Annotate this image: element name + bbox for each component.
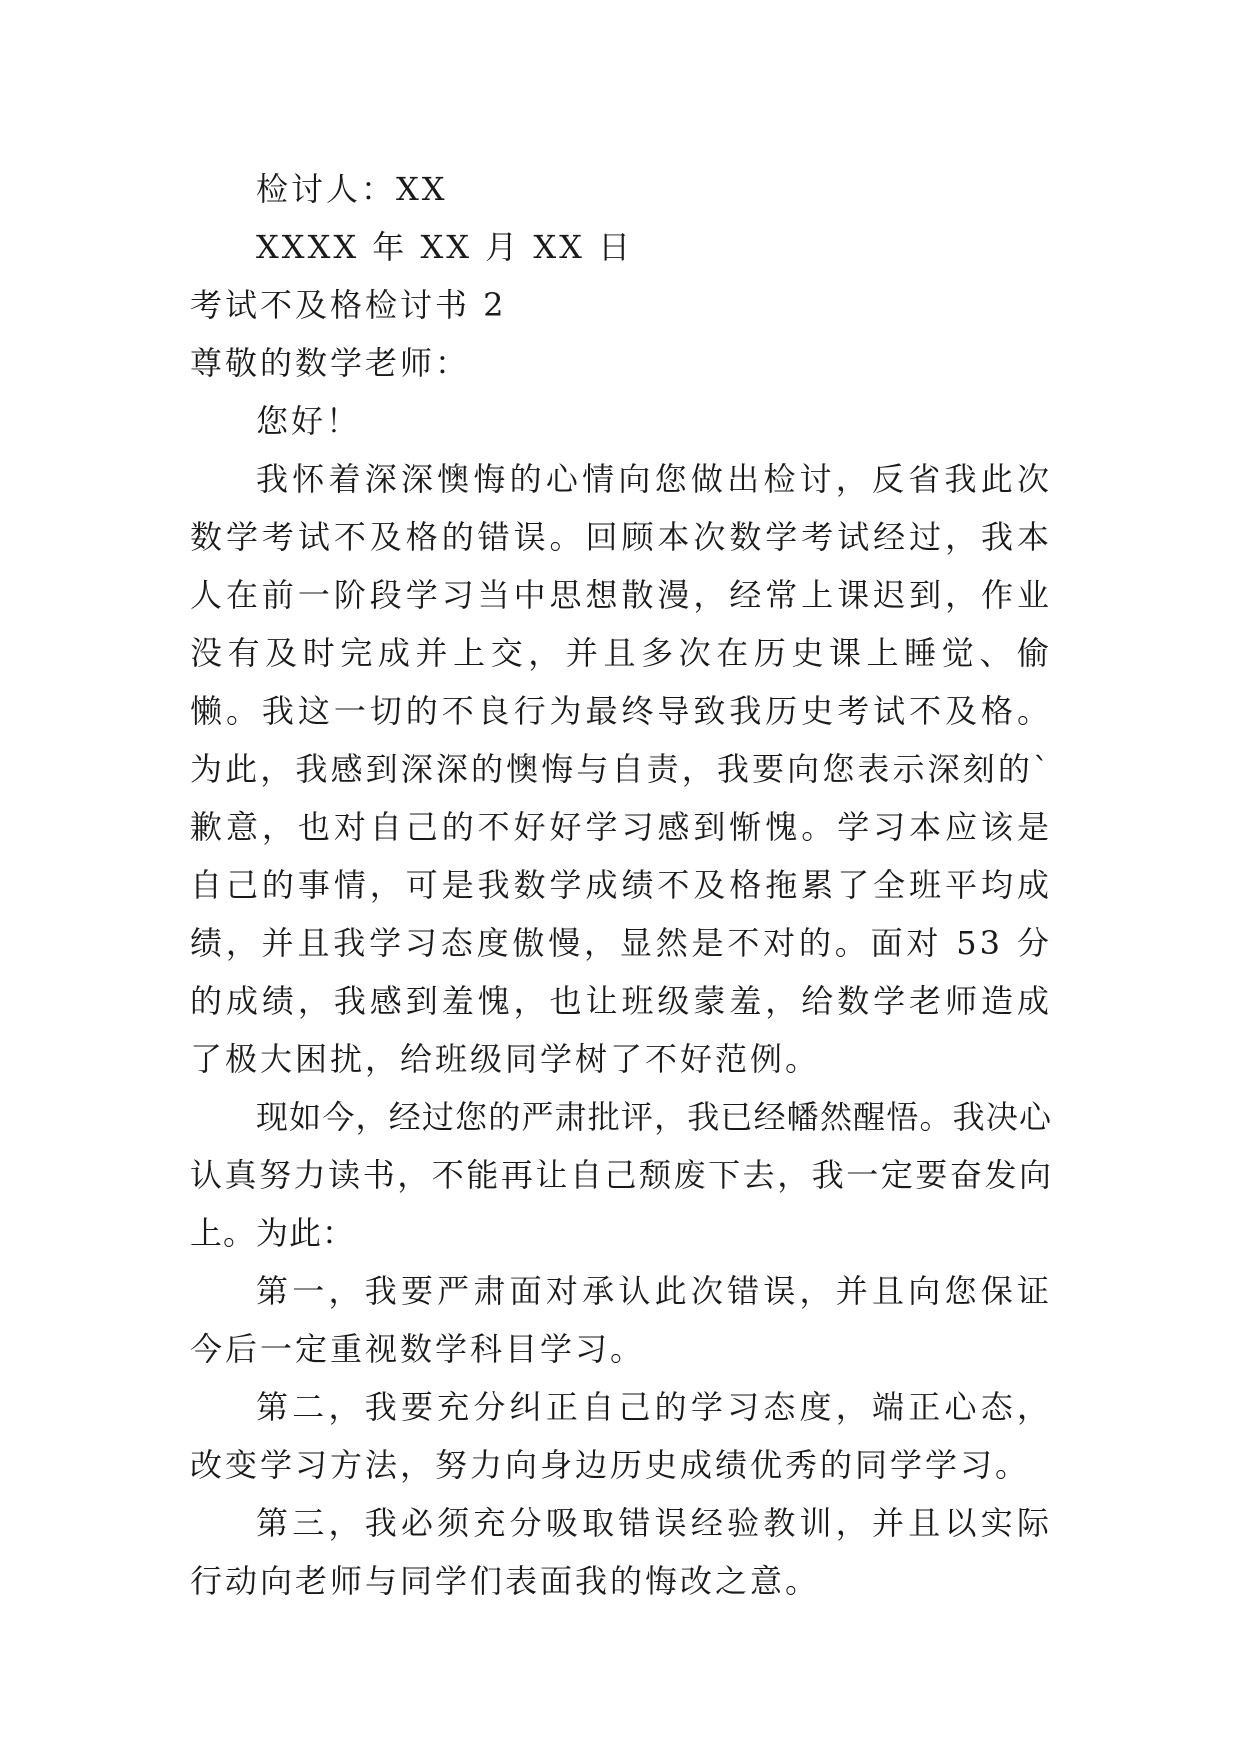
salutation: 尊敬的数学老师： xyxy=(190,344,471,382)
paragraph-point-one: 第一，我要严肃面对承认此次错误，并且向您保证今后一定重视数学科目学习。 xyxy=(190,1272,1052,1368)
paragraph-apology: 我怀着深深懊悔的心情向您做出检讨，反省我此次数学考试不及格的错误。回顾本次数学考试经过，我本人在前一阶段学习当中思想散漫，经常上课迟到，作业没有及时完成并上交，并且多次在历史课上睡觉、偷懒。我这一切的不良行为最终导致我历史考试不及格。为此，我感到深深的懊悔与自责，我要向您表示深刻的`歉意，也对自己的不好好学习感到惭愧。学习本应该是自己的事情，可是我数学成绩不及格拖累了全班平均成绩，并且我学习态度傲慢，显然是不对的。面对 53 分的成绩，我感到羞愧，也让班级蒙羞，给数学老师造成了极大困扰，给班级同学树了不好范例。 xyxy=(190,460,1052,1078)
signature-date: XXXX 年 XX 月 XX 日 xyxy=(256,228,634,266)
reviewer-signature: 检讨人：XX xyxy=(256,170,448,208)
paragraph-point-two: 第二，我要充分纠正自己的学习态度，端正心态，改变学习方法，努力向身边历史成绩优秀的同学学习。 xyxy=(190,1388,1052,1484)
greeting: 您好！ xyxy=(256,402,362,440)
document-body xyxy=(190,160,1052,1610)
paragraph-resolution: 现如今，经过您的严肃批评，我已经幡然醒悟。我决心认真努力读书，不能再让自己颓废下去，我一定要奋发向上。为此： xyxy=(190,1098,1052,1252)
paragraph-point-three: 第三，我必须充分吸取错误经验教训，并且以实际行动向老师与同学们表面我的悔改之意。 xyxy=(190,1504,1052,1600)
document-title: 考试不及格检讨书 2 xyxy=(190,286,507,324)
